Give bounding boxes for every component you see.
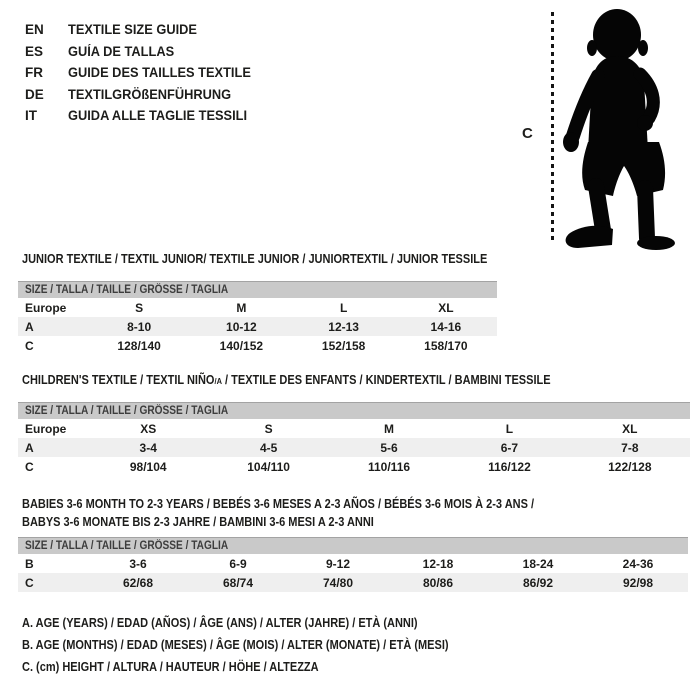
cell: L xyxy=(505,421,514,436)
cell: 74/80 xyxy=(322,575,354,590)
table-row-age-years xyxy=(18,438,690,457)
table-row-europe xyxy=(18,419,690,438)
row-label: Europe xyxy=(25,300,67,315)
children-section-title xyxy=(22,371,623,390)
table-header-row xyxy=(18,281,497,298)
legend-text-c: C. (cm) HEIGHT / ALTURA / HAUTEUR / HÖHE / ALTEZZA xyxy=(22,660,319,674)
children-size-table xyxy=(18,402,690,476)
cell: XL xyxy=(622,421,638,436)
cell: 80/86 xyxy=(422,575,454,590)
table-header-row xyxy=(18,402,690,419)
title-subscript: /A xyxy=(214,376,222,386)
cell: 116/122 xyxy=(488,459,531,474)
table-row-age-years xyxy=(18,317,497,336)
cell: 18-24 xyxy=(522,556,554,571)
lang-row-de xyxy=(25,84,261,106)
cell: 122/128 xyxy=(608,459,652,474)
title-suffix: / TEXTILE DES ENFANTS / KINDERTEXTIL / BAMBINI TESSILE xyxy=(221,373,551,387)
cell: S xyxy=(135,300,144,315)
table-row-age-months xyxy=(18,554,688,573)
lang-row-it xyxy=(25,105,261,127)
lang-code: FR xyxy=(25,65,43,81)
height-measure-label: C xyxy=(522,125,533,142)
toddler-silhouette-icon xyxy=(558,2,694,250)
cell: XS xyxy=(140,421,157,436)
cell: 5-6 xyxy=(380,440,398,455)
size-header-label: SIZE / TALLA / TAILLE / GRÖSSE / TAGLIA xyxy=(25,284,229,296)
table-row-height xyxy=(18,336,497,355)
cell: 12-13 xyxy=(328,319,359,334)
junior-size-table xyxy=(18,281,497,355)
row-label: A xyxy=(25,319,34,334)
cell: L xyxy=(339,300,348,315)
row-label: Europe xyxy=(25,421,67,436)
babies-title-line2: BABYS 3-6 MONATE BIS 2-3 JAHRE / BAMBINI 3-6 MESI A 2-3 ANNI xyxy=(22,515,374,529)
lang-code: EN xyxy=(25,22,44,38)
lang-label: GUIDA ALLE TAGLIE TESSILI xyxy=(68,108,248,124)
cell: M xyxy=(236,300,247,315)
cell: 86/92 xyxy=(522,575,554,590)
row-label: A xyxy=(25,440,34,455)
title-prefix: CHILDREN'S TEXTILE / TEXTIL NIÑO xyxy=(22,373,215,387)
language-list xyxy=(25,19,261,127)
cell: 92/98 xyxy=(622,575,654,590)
size-header-label: SIZE / TALLA / TAILLE / GRÖSSE / TAGLIA xyxy=(25,540,229,552)
cell: 24-36 xyxy=(622,556,654,571)
cell: 4-5 xyxy=(259,440,278,455)
cell: 8-10 xyxy=(127,319,152,334)
cell: 6-9 xyxy=(229,556,247,571)
cell: 3-4 xyxy=(139,440,157,455)
table-row-europe xyxy=(18,298,497,317)
cell: 10-12 xyxy=(226,319,257,334)
measure-legend xyxy=(22,612,507,678)
lang-code: ES xyxy=(25,43,44,59)
lang-row-fr xyxy=(25,62,261,84)
lang-label: TEXTILGRÖßENFÜHRUNG xyxy=(68,86,232,102)
cell: S xyxy=(264,421,273,436)
legend-line-c xyxy=(22,656,507,678)
cell: 14-16 xyxy=(430,319,462,334)
lang-row-es xyxy=(25,41,261,63)
cell: 9-12 xyxy=(325,556,351,571)
babies-section-title xyxy=(22,495,604,531)
legend-text-b: B. AGE (MONTHS) / EDAD (MESES) / ÂGE (MOIS) / ALTER (MONATE) / ETÀ (MESI) xyxy=(22,638,449,652)
babies-size-table xyxy=(18,537,688,592)
table-header-row xyxy=(18,537,688,554)
legend-line-a xyxy=(22,612,507,634)
legend-line-b xyxy=(22,634,507,656)
lang-label: GUIDE DES TAILLES TEXTILE xyxy=(68,65,251,81)
cell: XL xyxy=(438,300,454,315)
height-measure-dashed-line xyxy=(551,12,554,244)
row-label: C xyxy=(25,338,34,353)
cell: 110/116 xyxy=(367,459,411,474)
lang-code: DE xyxy=(25,86,44,102)
row-label: C xyxy=(25,459,34,474)
row-label: C xyxy=(25,575,34,590)
cell: 104/110 xyxy=(247,459,290,474)
cell: 3-6 xyxy=(129,556,147,571)
table-row-height xyxy=(18,573,688,592)
babies-title-line1: BABIES 3-6 MONTH TO 2-3 YEARS / BEBÉS 3-6 MESES A 2-3 AÑOS / BÉBÉS 3-6 MOIS À 2-3 ANS / xyxy=(22,497,535,511)
table-row-height xyxy=(18,457,690,476)
lang-label: TEXTILE SIZE GUIDE xyxy=(68,22,197,38)
junior-section-title xyxy=(22,250,551,268)
cell: M xyxy=(384,421,395,436)
cell: 152/158 xyxy=(321,338,366,353)
children-section-title-text xyxy=(22,371,551,390)
size-header-label: SIZE / TALLA / TAILLE / GRÖSSE / TAGLIA xyxy=(25,405,229,417)
cell: 6-7 xyxy=(500,440,519,455)
cell: 68/74 xyxy=(222,575,254,590)
lang-label: GUÍA DE TALLAS xyxy=(68,43,175,59)
legend-text-a: A. AGE (YEARS) / EDAD (AÑOS) / ÂGE (ANS) / ALTER (JAHRE) / ETÀ (ANNI) xyxy=(22,616,418,630)
cell: 62/68 xyxy=(122,575,154,590)
lang-code: IT xyxy=(25,108,37,124)
cell: 12-18 xyxy=(422,556,454,571)
cell: 128/140 xyxy=(117,338,161,353)
cell: 140/152 xyxy=(219,338,264,353)
cell: 7-8 xyxy=(621,440,639,455)
junior-section-title-text: JUNIOR TEXTILE / TEXTIL JUNIOR/ TEXTILE JUNIOR / JUNIORTEXTIL / JUNIOR TESSILE xyxy=(22,252,488,266)
lang-row-en xyxy=(25,19,261,41)
cell: 158/170 xyxy=(424,338,468,353)
row-label: B xyxy=(25,556,34,571)
cell: 98/104 xyxy=(129,459,167,474)
